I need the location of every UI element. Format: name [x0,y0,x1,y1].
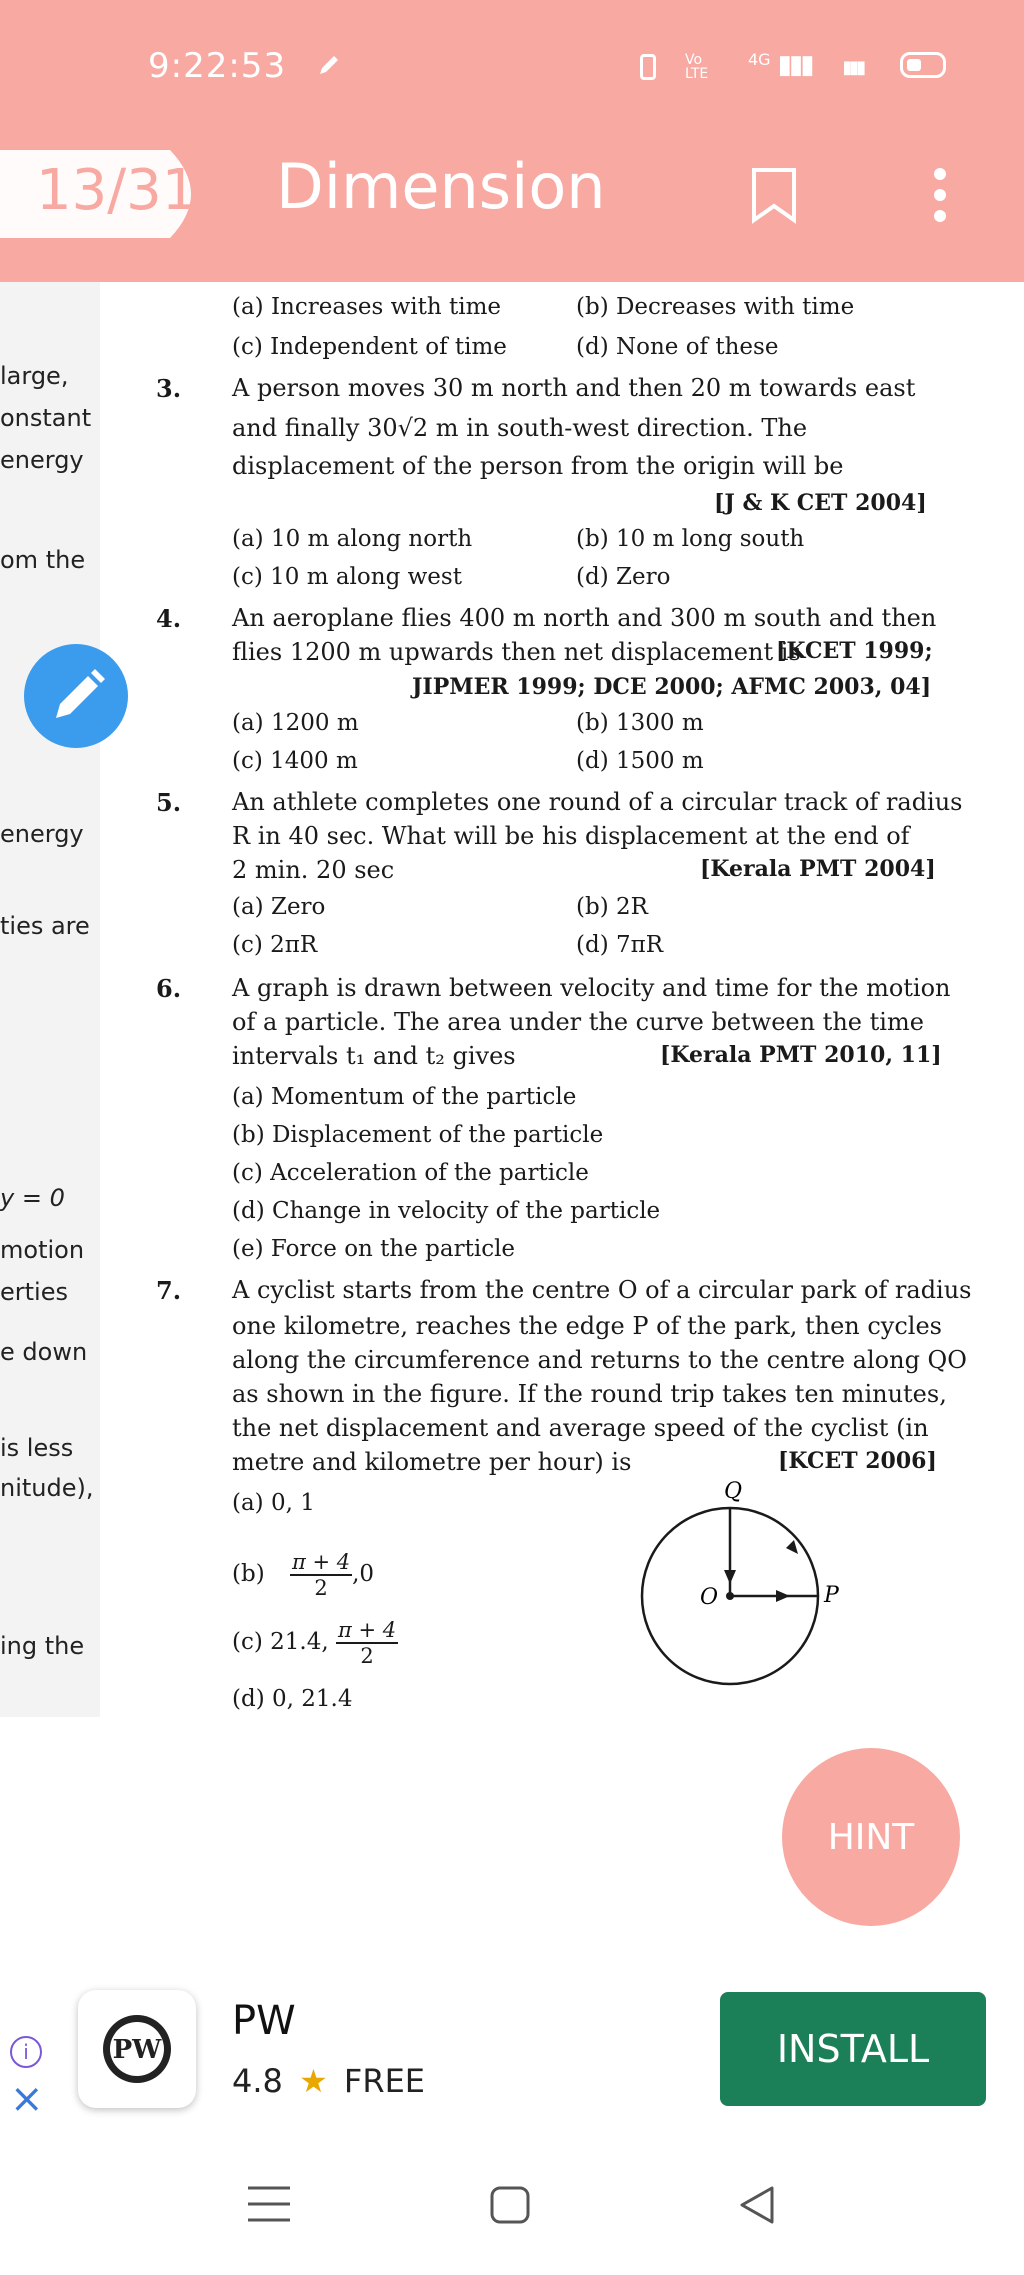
star-icon: ★ [299,2062,328,2100]
logo-text: PW [112,2035,162,2065]
option-q5-b[interactable]: (b) 2R [576,894,648,920]
option-q7-c[interactable] [232,1618,398,1668]
option-q4-a[interactable]: (a) 1200 m [232,710,359,736]
header-bar [0,0,1024,282]
option-q3-b[interactable]: (b) 10 m long south [576,526,805,552]
question-text: and finally 30√2 m in south-west direction. The [232,414,808,442]
install-button[interactable]: INSTALL [720,1992,986,2106]
side-text: y = 0 [0,1184,65,1212]
option-q4-d[interactable]: (d) 1500 m [576,748,704,774]
question-text: R in 40 sec. What will be his displacement at the end of [232,822,910,850]
question-number: 5. [156,788,182,817]
battery-icon [900,52,946,78]
signal-icon-2: ▮▮▮ [842,57,864,78]
option-q6-c[interactable]: (c) Acceleration of the particle [232,1160,589,1186]
option-q6-a[interactable]: (a) Momentum of the particle [232,1084,577,1110]
signal-icon: ▮▮▮ [777,50,812,80]
option-suffix: ,0 [352,1561,375,1587]
side-text: e down [0,1338,88,1366]
arrow-arc [786,1540,798,1554]
question-text: An athlete completes one round of a circular track of radius [232,788,963,816]
option-q3-d[interactable]: (d) Zero [576,564,671,590]
option-q2-c[interactable]: (c) Independent of time [232,334,507,360]
pw-logo-icon [78,1990,196,2108]
fraction-denominator: 2 [314,1576,328,1600]
circular-park-figure [630,1470,860,1700]
side-text: large, [0,362,69,390]
option-q3-c[interactable]: (c) 10 m along west [232,564,462,590]
fraction-numerator: π + 4 [291,1550,351,1574]
question-text: metre and kilometre per hour) is [232,1448,632,1476]
arrow-down [724,1570,736,1584]
option-label: (b) [232,1561,265,1587]
question-number: 7. [156,1276,182,1305]
page-counter: 13/31 [36,158,198,223]
app-name: PW [232,1998,296,2044]
home-icon[interactable] [490,2186,530,2224]
vibrate-icon [640,54,656,80]
option-q3-a[interactable]: (a) 10 m along north [232,526,473,552]
question-text: displacement of the person from the origin will be [232,452,844,480]
option-q6-e[interactable]: (e) Force on the particle [232,1236,516,1262]
question-text: flies 1200 m upwards then net displacement is [232,638,801,666]
option-q2-a[interactable]: (a) Increases with time [232,294,502,320]
side-text: onstant [0,404,92,432]
volte-label: Vo LTE [685,52,709,82]
question-text: 2 min. 20 sec [232,856,395,884]
option-q2-d[interactable]: (d) None of these [576,334,779,360]
recents-menu-icon[interactable] [246,2184,292,2224]
side-text: motion [0,1236,85,1264]
option-q7-b[interactable] [232,1550,374,1600]
question-text: An aeroplane flies 400 m north and 300 m south and then [232,604,937,632]
question-source: [Kerala PMT 2010, 11] [660,1042,942,1068]
app-logo[interactable] [78,1990,196,2108]
option-label: (c) 21.4, [232,1629,329,1655]
question-text: along the circumference and returns to the centre along QO [232,1346,967,1374]
question-text: A cyclist starts from the centre O of a circular park of radius [232,1276,972,1304]
app-rating [232,2062,425,2100]
status-icons [640,50,863,81]
pencil-icon [24,644,128,748]
side-text: ing the [0,1632,85,1660]
option-q5-c[interactable]: (c) 2πR [232,932,318,958]
option-q6-b[interactable]: (b) Displacement of the particle [232,1122,604,1148]
option-q7-d[interactable]: (d) 0, 21.4 [232,1686,353,1712]
question-source: [J & K CET 2004] [714,490,927,516]
side-text: om the [0,546,86,574]
pencil-icon [316,52,342,78]
hint-button[interactable]: HINT [782,1748,960,1926]
centre-point [726,1592,734,1600]
option-q2-b[interactable]: (b) Decreases with time [576,294,855,320]
side-text: is less [0,1434,74,1462]
option-q7-a[interactable]: (a) 0, 1 [232,1490,315,1516]
option-q5-d[interactable]: (d) 7πR [576,932,664,958]
question-number: 6. [156,974,182,1003]
fraction-denominator: 2 [360,1644,374,1668]
question-source: [KCET 2006] [778,1448,937,1474]
question-text: A graph is drawn between velocity and time for the motion [232,974,951,1002]
option-q4-c[interactable]: (c) 1400 m [232,748,358,774]
fraction [336,1618,398,1668]
page-title: Dimension [276,150,606,223]
side-text: nitude), [0,1474,94,1502]
option-q6-d[interactable]: (d) Change in velocity of the particle [232,1198,661,1224]
ad-close-icon[interactable]: × [10,2076,44,2122]
question-text: intervals t₁ and t₂ gives [232,1042,516,1070]
price-label: FREE [343,2062,425,2100]
question-source: JIPMER 1999; DCE 2000; AFMC 2003, 04] [412,674,932,700]
back-icon[interactable] [736,2184,776,2226]
network-type-label: 4G [748,50,771,69]
side-text: ties are [0,912,90,940]
label-q: Q [724,1479,743,1504]
side-text: erties [0,1278,68,1306]
question-source: [Kerala PMT 2004] [700,856,936,882]
side-text: energy [0,446,84,474]
question-text: as shown in the figure. If the round trip takes ten minutes, [232,1380,947,1408]
arrow-right [776,1590,790,1602]
side-text: energy [0,820,84,848]
question-number: 3. [156,374,182,403]
more-options-icon[interactable] [930,166,950,224]
bookmark-icon[interactable] [750,166,798,224]
question-source: [KCET 1999; [776,638,933,664]
option-q5-a[interactable]: (a) Zero [232,894,326,920]
question-text: of a particle. The area under the curve between the time [232,1008,924,1036]
label-p: P [824,1583,839,1608]
label-o: O [700,1585,719,1610]
status-time: 9:22:53 [148,46,287,86]
edit-button[interactable] [24,644,128,748]
question-text: the net displacement and average speed of the cyclist (in [232,1414,929,1442]
option-q4-b[interactable]: (b) 1300 m [576,710,704,736]
question-number: 4. [156,604,182,633]
fraction [290,1550,352,1600]
question-text: A person moves 30 m north and then 20 m towards east [232,374,916,402]
fraction-numerator: π + 4 [337,1618,397,1642]
question-text: one kilometre, reaches the edge P of the park, then cycles [232,1312,942,1340]
rating-value: 4.8 [232,2062,283,2100]
ad-info-icon[interactable]: i [10,2036,42,2068]
